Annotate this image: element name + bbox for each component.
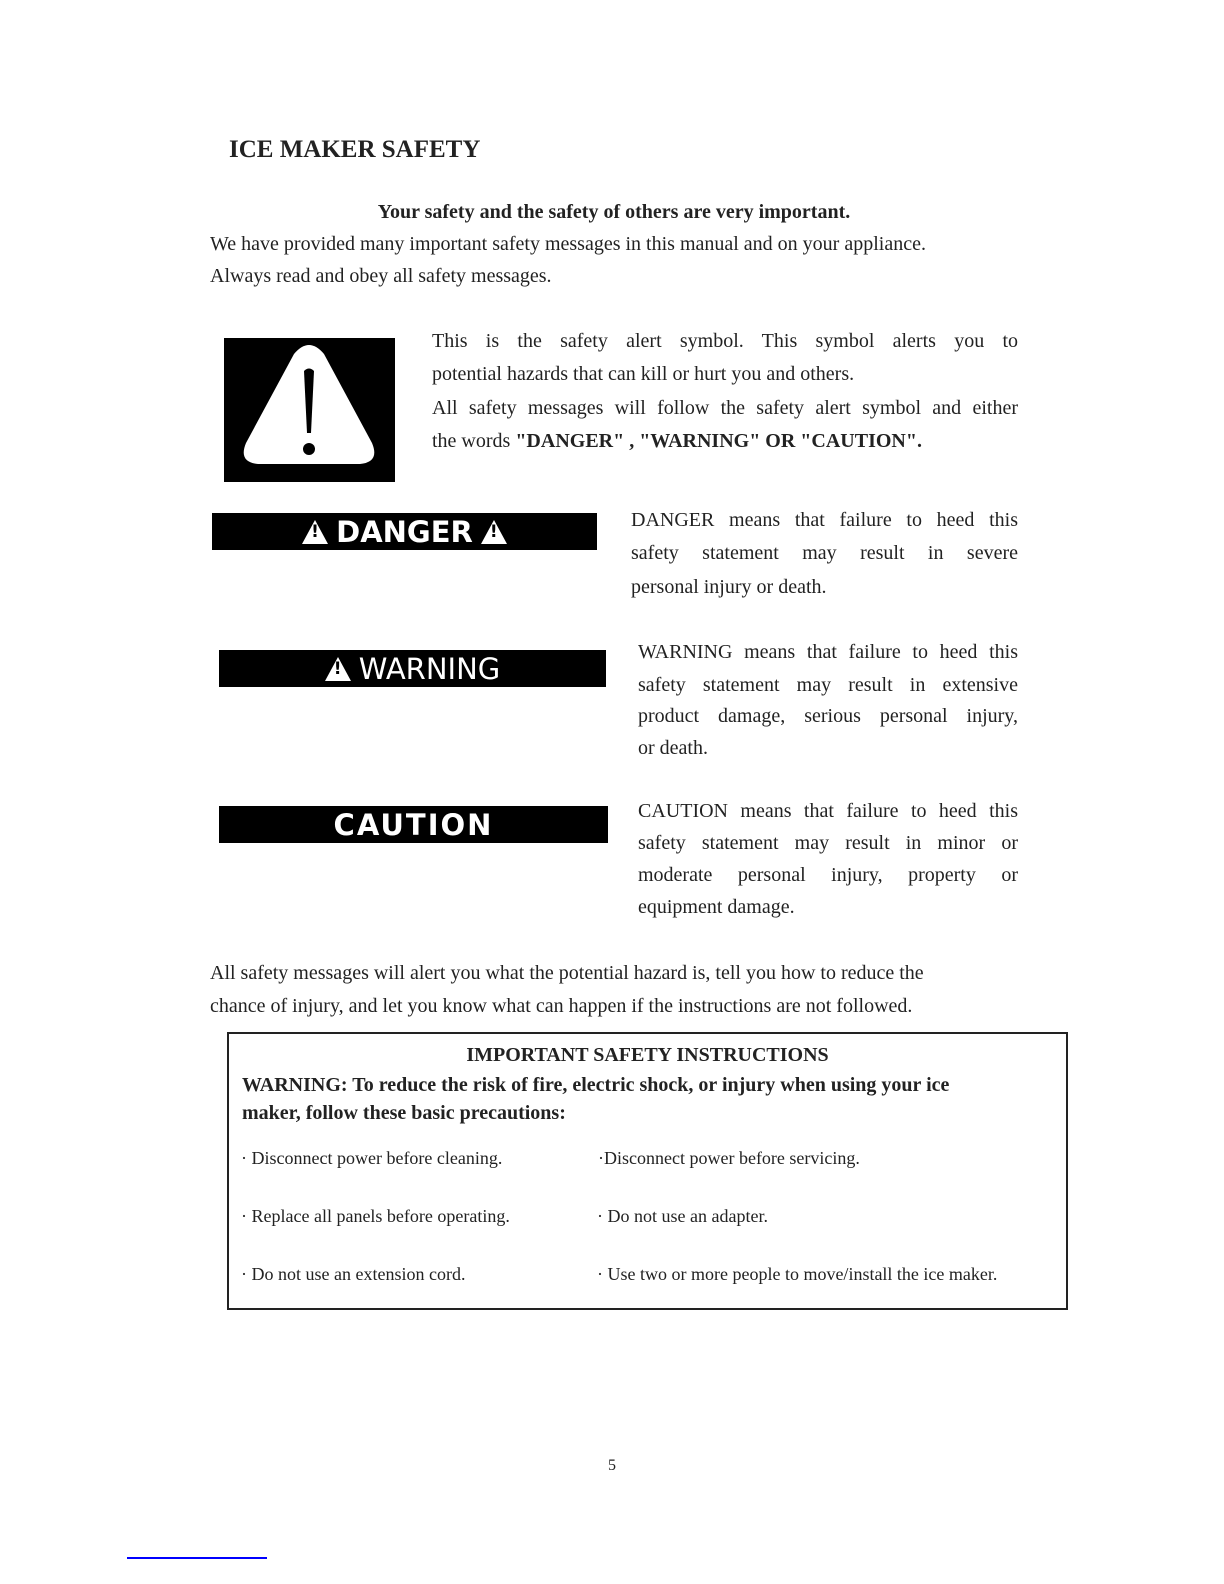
- warning-label: WARNING: [358, 651, 501, 686]
- precaution-item: ·Disconnect power before servicing.: [598, 1148, 860, 1168]
- symbol-text-line: This is the safety alert symbol. This symbol alerts you to: [432, 330, 1018, 352]
- page-title: ICE MAKER SAFETY: [229, 136, 481, 163]
- summary-line: All safety messages will alert you what the potential hazard is, tell you how to reduce the: [210, 962, 924, 984]
- caution-banner: [219, 806, 608, 843]
- intro-line: Always read and obey all safety messages.: [210, 265, 552, 287]
- warning-triangle-icon: [325, 657, 351, 681]
- precaution-item: · Replace all panels before operating.: [241, 1206, 510, 1226]
- subtitle: Your safety and the safety of others are very important.: [377, 201, 851, 223]
- important-safety-instructions-box: [227, 1032, 1068, 1310]
- precaution-item: · Do not use an extension cord.: [241, 1264, 466, 1284]
- summary-line: chance of injury, and let you know what can happen if the instructions are not followed.: [210, 995, 913, 1017]
- warning-text-line: safety statement may result in extensive: [638, 674, 1018, 696]
- text: the words: [432, 430, 516, 452]
- precaution-item: · Do not use an adapter.: [597, 1206, 768, 1226]
- warning-text-line: or death.: [638, 737, 708, 759]
- caution-text-line: CAUTION means that failure to heed this: [638, 800, 1018, 822]
- danger-label: DANGER: [336, 514, 473, 549]
- footnote-divider: [127, 1557, 267, 1559]
- danger-text-line: personal injury or death.: [631, 576, 827, 598]
- danger-banner: [212, 513, 597, 550]
- warning-text-line: product damage, serious personal injury,: [638, 705, 1018, 727]
- warning-triangle-icon: [481, 520, 507, 544]
- page-number: 5: [608, 1457, 616, 1474]
- instructions-warning-line: WARNING: To reduce the risk of fire, electric shock, or injury when using your ice: [242, 1074, 950, 1096]
- caution-text-line: safety statement may result in minor or: [638, 832, 1018, 854]
- warning-text-line: WARNING means that failure to heed this: [638, 641, 1018, 663]
- warning-banner: [219, 650, 606, 687]
- precaution-item: · Use two or more people to move/install the ice maker.: [597, 1264, 998, 1284]
- precaution-item: · Disconnect power before cleaning.: [241, 1148, 503, 1168]
- warning-triangle-icon: [302, 520, 328, 544]
- danger-text-line: safety statement may result in severe: [631, 542, 1018, 564]
- safety-alert-symbol-icon: [224, 338, 395, 482]
- symbol-text-line: potential hazards that can kill or hurt you and others.: [432, 363, 855, 385]
- caution-label: CAUTION: [333, 807, 494, 842]
- instructions-warning-line: maker, follow these basic precautions:: [242, 1102, 566, 1124]
- symbol-text-line: All safety messages will follow the safety alert symbol and either: [432, 397, 1018, 419]
- danger-text-line: DANGER means that failure to heed this: [631, 509, 1018, 531]
- intro-line: We have provided many important safety messages in this manual and on your appliance.: [210, 233, 926, 255]
- caution-text-line: equipment damage.: [638, 896, 795, 918]
- instructions-heading: IMPORTANT SAFETY INSTRUCTIONS: [466, 1044, 829, 1066]
- signal-words: "DANGER" , "WARNING" OR "CAUTION".: [515, 430, 922, 452]
- caution-text-line: moderate personal injury, property or: [638, 864, 1018, 886]
- symbol-text-line: [432, 429, 922, 453]
